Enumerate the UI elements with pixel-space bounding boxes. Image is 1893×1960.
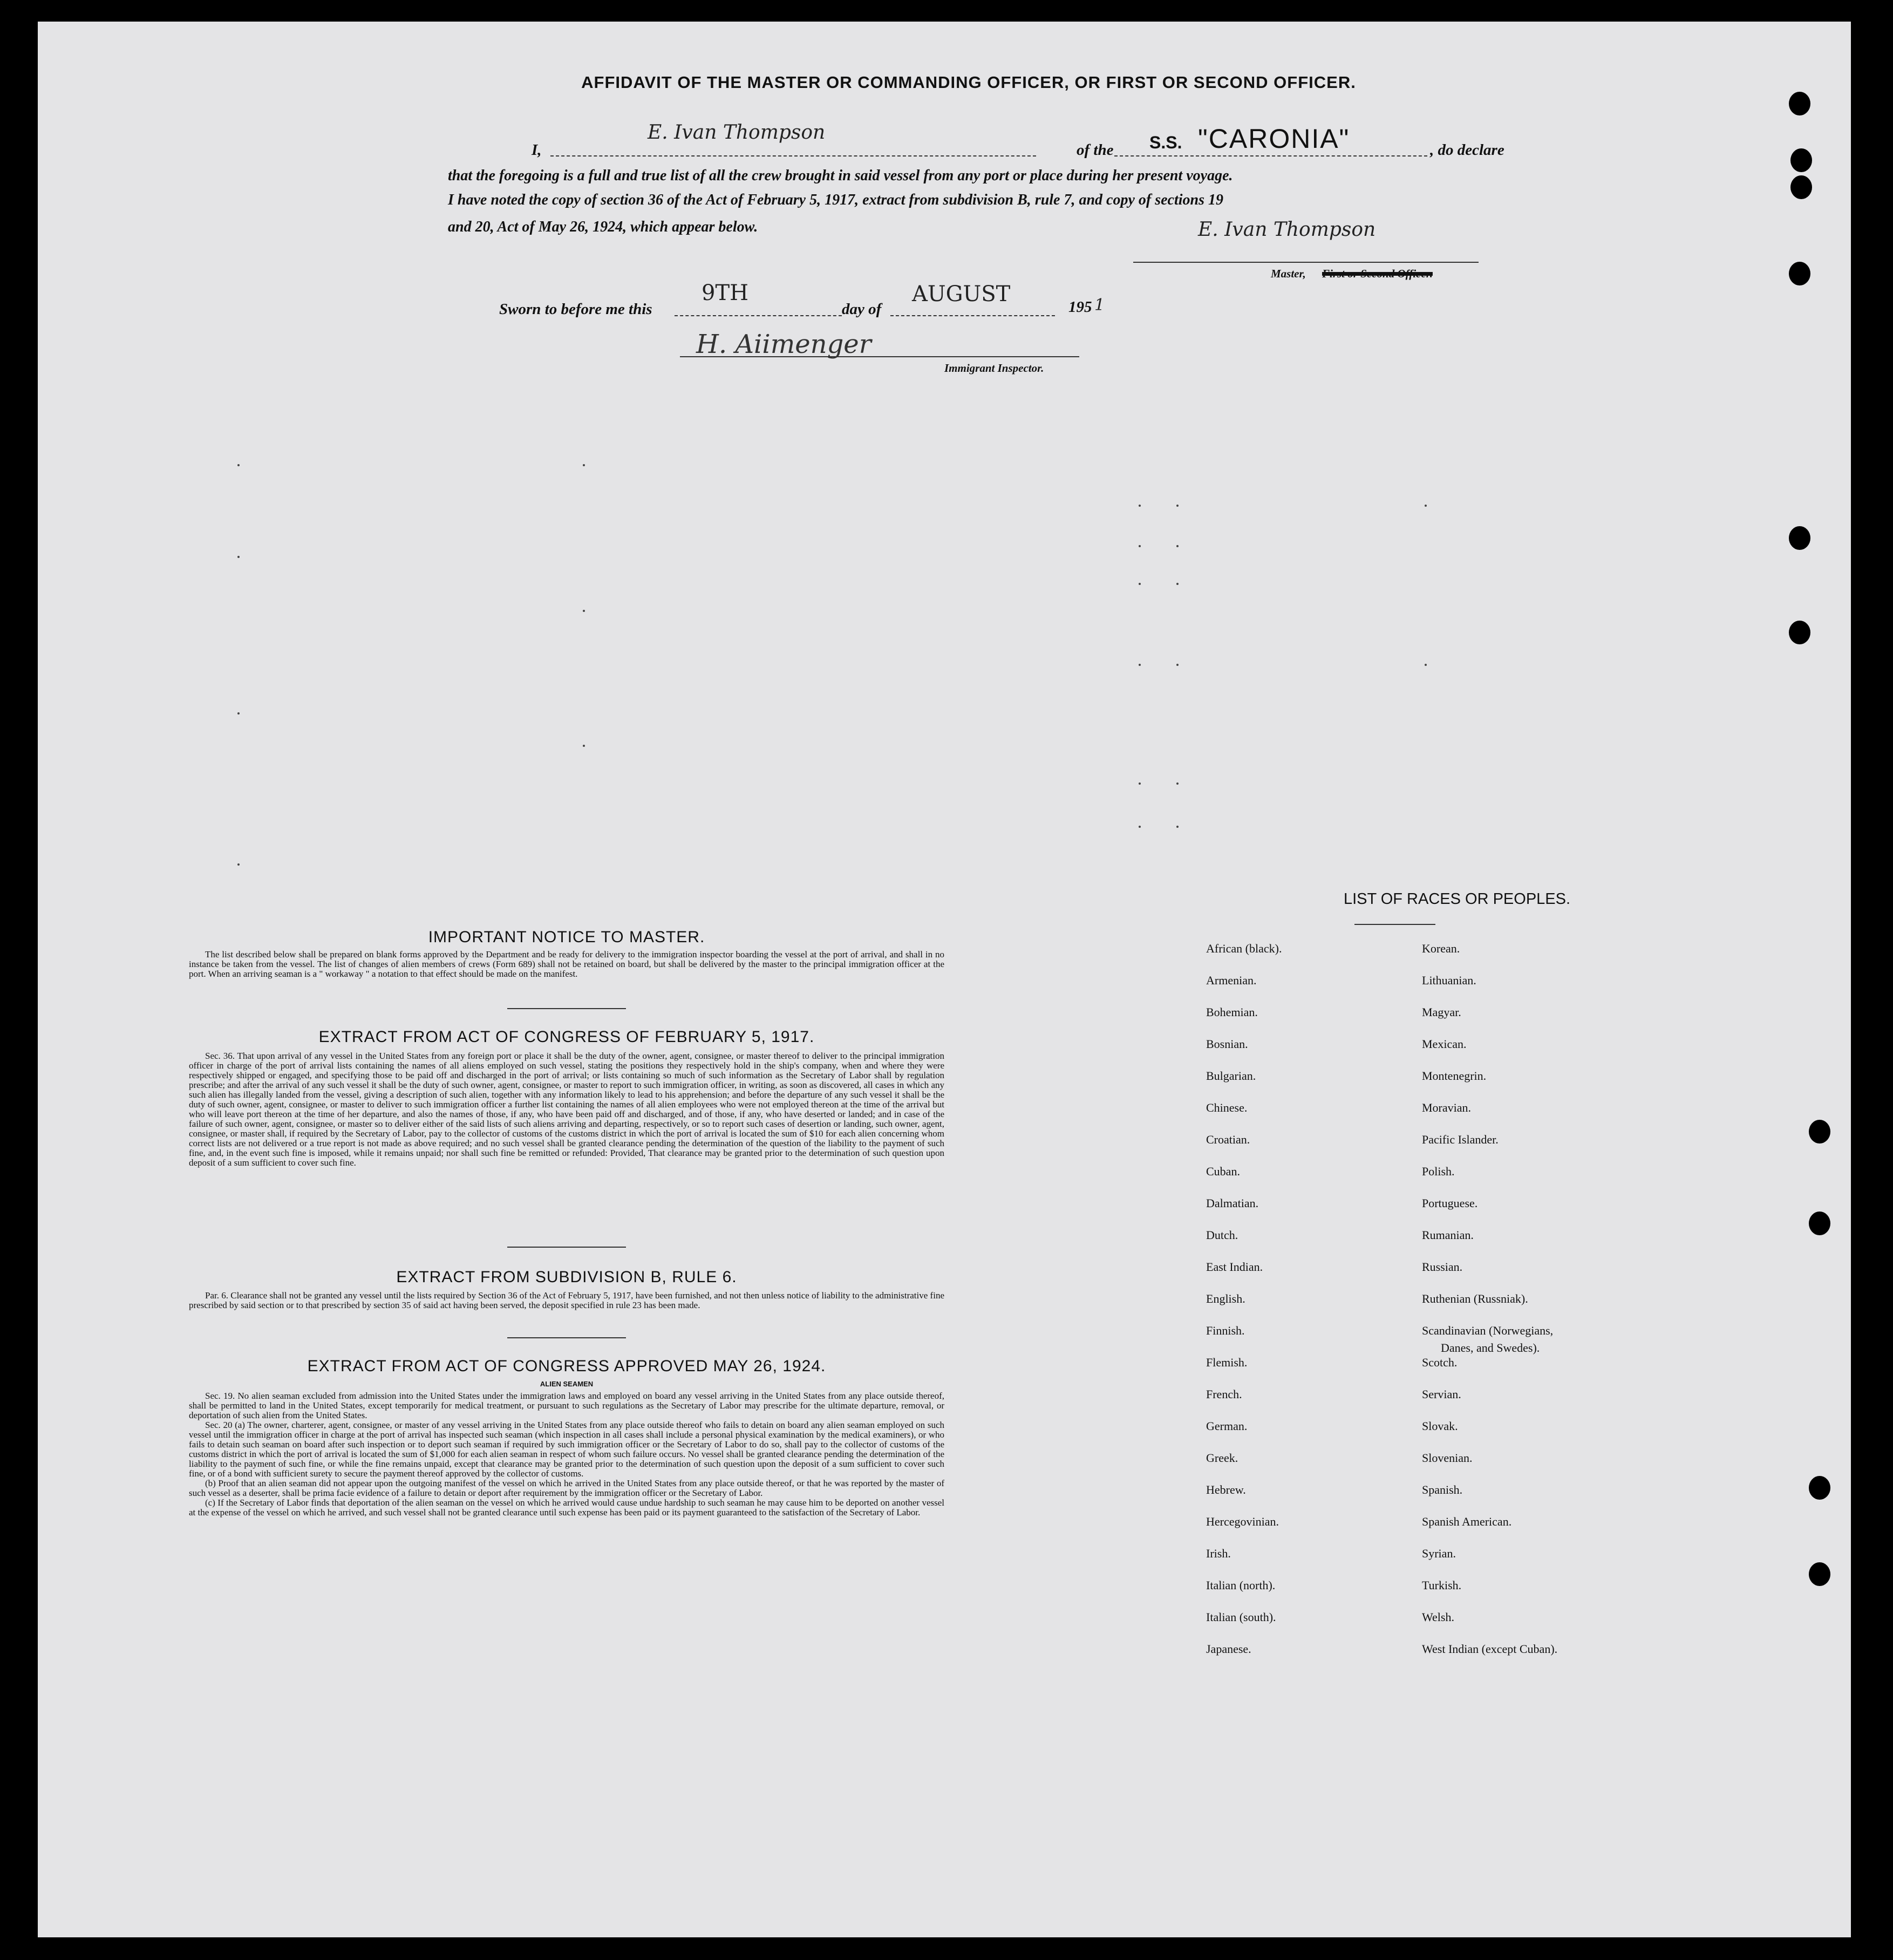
binder-hole bbox=[1809, 1476, 1830, 1500]
affidavit-line-3: and 20, Act of May 26, 1924, which appear below. bbox=[448, 219, 758, 235]
extract-rule6-title: EXTRACT FROM SUBDIVISION B, RULE 6. bbox=[396, 1268, 737, 1286]
race-item: Rumanian. bbox=[1422, 1228, 1474, 1242]
race-item: Dalmatian. bbox=[1206, 1196, 1259, 1210]
master-signature-line bbox=[1133, 262, 1479, 263]
race-item: Mexican. bbox=[1422, 1037, 1467, 1051]
race-item: Lithuanian. bbox=[1422, 974, 1476, 987]
race-item: Montenegrin. bbox=[1422, 1069, 1487, 1083]
day-of-label: day of bbox=[842, 301, 882, 318]
race-item: Bulgarian. bbox=[1206, 1069, 1256, 1083]
race-item: West Indian (except Cuban). bbox=[1422, 1642, 1558, 1656]
race-item: Irish. bbox=[1206, 1547, 1231, 1560]
race-item: Greek. bbox=[1206, 1451, 1238, 1465]
guide-dot bbox=[1139, 664, 1141, 666]
race-item: Welsh. bbox=[1422, 1610, 1454, 1624]
extract-1917-title: EXTRACT FROM ACT OF CONGRESS OF FEBRUARY 5, 1917. bbox=[318, 1028, 815, 1046]
guide-dot bbox=[1425, 505, 1427, 507]
race-item: Armenian. bbox=[1206, 974, 1257, 987]
race-item: Slovak. bbox=[1422, 1419, 1458, 1433]
inspector-label: Immigrant Inspector. bbox=[944, 362, 1044, 375]
month-value: AUGUST bbox=[912, 282, 1011, 307]
master-struck-label: First or Second Officer. bbox=[1322, 267, 1433, 280]
divider-2 bbox=[507, 1247, 626, 1248]
i-label: I, bbox=[532, 141, 542, 159]
vessel-prefix: S.S. bbox=[1149, 133, 1182, 152]
race-item: Syrian. bbox=[1422, 1547, 1456, 1560]
guide-dot bbox=[1425, 664, 1427, 666]
notice-text bbox=[189, 950, 944, 979]
binder-hole bbox=[1809, 1212, 1830, 1235]
affidavit-title: AFFIDAVIT OF THE MASTER OR COMMANDING OFFICER, OR FIRST OR SECOND OFFICER. bbox=[581, 73, 1356, 92]
race-item: Korean. bbox=[1422, 942, 1460, 955]
inspector-signature-handwritten: H. Aiimenger bbox=[696, 329, 871, 359]
inspector-signature-line bbox=[680, 356, 1079, 357]
extract-1917-text bbox=[189, 1051, 944, 1168]
race-scandinavian-cont: Danes, and Swedes). bbox=[1441, 1341, 1540, 1355]
sworn-label: Sworn to before me this bbox=[499, 301, 652, 318]
extract-1924-sec20b: (b) Proof that an alien seaman did not appear upon the outgoing manifest of the vessel on which he arrived in the United States from any place outside thereof, or that he was reported by the master of such vessel as a deserter, shall be prima facie evidence of a failure to detain or deport after requirement by the immigration officer or the Secretary of Labor. bbox=[189, 1478, 944, 1498]
guide-dot bbox=[237, 464, 240, 466]
affidavit-line-2: I have noted the copy of section 36 of the Act of February 5, 1917, extract from subdivision B, rule 7, and copy of sections 19 bbox=[448, 192, 1224, 208]
notice-paragraph: The list described below shall be prepared on blank forms approved by the Department and be ready for delivery to the immigration inspector boarding the vessel at the port of arrival, and shall in no instance be taken from the vessel. The list of changes of alien members of crews (Form 689) shall not be retained on board, but shall be delivered by the master to the principal immigration officer at the port. When an arriving seaman is a " workaway " a notation to that effect should be made on the manifest. bbox=[189, 949, 944, 979]
race-item: Finnish. bbox=[1206, 1324, 1245, 1337]
guide-dot bbox=[583, 745, 585, 747]
races-title-underline bbox=[1354, 924, 1435, 925]
binder-hole bbox=[1809, 1120, 1830, 1144]
race-item: Japanese. bbox=[1206, 1642, 1251, 1656]
of-the-label: of the bbox=[1077, 141, 1114, 159]
race-item: Spanish. bbox=[1422, 1483, 1463, 1496]
race-item: Magyar. bbox=[1422, 1005, 1461, 1019]
guide-dot bbox=[1139, 505, 1141, 507]
do-declare-label: , do declare bbox=[1430, 141, 1504, 159]
binder-hole bbox=[1789, 621, 1810, 644]
binder-hole bbox=[1789, 262, 1810, 285]
extract-1924-sec20a: Sec. 20 (a) The owner, charterer, agent, consignee, or master of any vessel arriving in the United States from any place outside thereof who fails to detain on board any alien seaman employed on such vessel until the immigration officer in charge at the port of arrival has inspected such seaman (which inspection in all cases shall include a personal physical examination by the medical examiners), or who fails to detain such seaman on board after such inspection or to deport such seaman if required by such immigration officer or the Secretary of Labor to do so, shall pay to the collector of customs of the customs district in which the port of arrival is located the sum of $1,000 for each alien seaman in respect of whom such failure occurs. No vessel shall be granted clearance pending the determination of the liability to the payment of such fine, or while the fine remains unpaid, except that clearance may be granted prior to the determination of such question upon the deposit of a sum sufficient to cover such fine, or of a bond with sufficient surety to secure the payment thereof approved by the collector of customs. bbox=[189, 1420, 944, 1479]
race-item: Pacific Islander. bbox=[1422, 1133, 1499, 1146]
extract-rule6-text bbox=[189, 1291, 944, 1310]
binder-hole bbox=[1790, 175, 1812, 199]
guide-dot bbox=[1139, 583, 1141, 585]
race-item: English. bbox=[1206, 1292, 1245, 1305]
year-prefix: 195 bbox=[1068, 298, 1092, 316]
race-item: French. bbox=[1206, 1387, 1242, 1401]
races-title: LIST OF RACES OR PEOPLES. bbox=[1343, 890, 1571, 908]
race-item: Spanish American. bbox=[1422, 1515, 1512, 1528]
race-item: Dutch. bbox=[1206, 1228, 1238, 1242]
race-item: Slovenian. bbox=[1422, 1451, 1473, 1465]
race-item: Moravian. bbox=[1422, 1101, 1472, 1114]
guide-dot bbox=[1176, 826, 1179, 828]
race-item: African (black). bbox=[1206, 942, 1282, 955]
day-value: 9TH bbox=[702, 281, 749, 305]
binder-hole bbox=[1790, 148, 1812, 172]
race-item: Croatian. bbox=[1206, 1133, 1250, 1146]
divider-3 bbox=[507, 1337, 626, 1338]
race-item: Turkish. bbox=[1422, 1578, 1462, 1592]
guide-dot bbox=[1176, 583, 1179, 585]
vessel-name: "CARONIA" bbox=[1198, 124, 1350, 154]
year-suffix: 1 bbox=[1094, 296, 1105, 315]
affidavit-line-1: that the foregoing is a full and true list of all the crew brought in said vessel from any port or place during her present voyage. bbox=[448, 167, 1233, 184]
race-item: Cuban. bbox=[1206, 1165, 1240, 1178]
master-label: Master, bbox=[1271, 267, 1306, 280]
race-item: Flemish. bbox=[1206, 1356, 1248, 1369]
guide-dot bbox=[237, 863, 240, 866]
extract-1924-title: EXTRACT FROM ACT OF CONGRESS APPROVED MAY 26, 1924. bbox=[307, 1357, 826, 1375]
race-item: Hercegovinian. bbox=[1206, 1515, 1279, 1528]
day-line bbox=[675, 297, 842, 316]
guide-dot bbox=[1176, 505, 1179, 507]
extract-1924-subtitle: ALIEN SEAMEN bbox=[540, 1380, 594, 1388]
race-item: Servian. bbox=[1422, 1387, 1461, 1401]
race-item: Russian. bbox=[1422, 1260, 1463, 1274]
guide-dot bbox=[237, 712, 240, 714]
extract-rule6-paragraph: Par. 6. Clearance shall not be granted any vessel until the lists required by Section 36 of the Act of February 5, 1917, have been furnished, and not then unless notice of liability to the administrative fine prescribed by said section or to that prescribed by section 35 of said act having been served, the deposit specified in rule 23 has been made. bbox=[189, 1290, 944, 1310]
guide-dot bbox=[237, 556, 240, 558]
race-item: Portuguese. bbox=[1422, 1196, 1478, 1210]
extract-1924-sec19: Sec. 19. No alien seaman excluded from admission into the United States under the immigration laws and employed on board any vessel arriving in the United States from any place outside thereof, shall be permitted to land in the United States, except temporarily for medical treatment, or pursuant to such regulations as the Secretary of Labor may prescribe for the ultimate departure, removal, or deportation of such alien from the United States. bbox=[189, 1391, 944, 1420]
race-item: Ruthenian (Russniak). bbox=[1422, 1292, 1528, 1305]
binder-hole bbox=[1789, 92, 1810, 115]
race-item: Bohemian. bbox=[1206, 1005, 1258, 1019]
binder-hole bbox=[1789, 526, 1810, 550]
guide-dot bbox=[1176, 782, 1179, 785]
guide-dot bbox=[583, 610, 585, 612]
race-item: Italian (north). bbox=[1206, 1578, 1276, 1592]
race-item: Bosnian. bbox=[1206, 1037, 1248, 1051]
extract-1924-sec20c: (c) If the Secretary of Labor finds that deportation of the alien seaman on the vessel on which he arrived would cause undue hardship to such seaman he may cause him to be deported on another vessel at the expense of the vessel on which he arrived, and such vessel shall not be granted clearance until such expense has been paid or its payment guaranteed to the satisfaction of the Secretary of Labor. bbox=[189, 1498, 944, 1517]
race-item: Scotch. bbox=[1422, 1356, 1458, 1369]
guide-dot bbox=[1139, 545, 1141, 547]
guide-dot bbox=[1139, 826, 1141, 828]
race-item: Hebrew. bbox=[1206, 1483, 1246, 1496]
signer-name-handwritten: E. Ivan Thompson bbox=[648, 121, 826, 144]
race-item: Polish. bbox=[1422, 1165, 1455, 1178]
extract-1924-text bbox=[189, 1391, 944, 1517]
guide-dot bbox=[1139, 782, 1141, 785]
race-item: Italian (south). bbox=[1206, 1610, 1276, 1624]
race-item: East Indian. bbox=[1206, 1260, 1263, 1274]
guide-dot bbox=[1176, 545, 1179, 547]
race-item: Chinese. bbox=[1206, 1101, 1248, 1114]
guide-dot bbox=[1176, 664, 1179, 666]
race-item: German. bbox=[1206, 1419, 1248, 1433]
guide-dot bbox=[583, 464, 585, 466]
notice-title: IMPORTANT NOTICE TO MASTER. bbox=[428, 928, 705, 946]
extract-1917-paragraph: Sec. 36. That upon arrival of any vessel in the United States from any foreign port or place it shall be the duty of the owner, agent, consignee, or master thereof to deliver to the principal immigration officer in charge of the port of arrival lists containing the names of all aliens employed on such vessel, stating the positions they respectively hold in the ship's company, when and where they were respectively shipped or engaged, and specifying those to be paid off and discharged in the port of arrival; or lists containing so much of such information as the Secretary of Labor shall by regulation prescribe; and after the arrival of any such vessel it shall be the duty of such owner, agent, consignee, or master to report to such immigration officer, in writing, as soon as discovered, all cases in which any such alien has illegally landed from the vessel, giving a description of such alien, together with any information likely to lead to his apprehension; and before the departure of any such vessel it shall be the duty of such owner, agent, consignee, or master to deliver to such immigration officer a further list containing the names of all alien employees who were not employed thereon at the time of the arrival but who will leave port thereon at the time of her departure, and also the names of those, if any, who have been paid off and discharged, and of those, if any, who have deserted or landed; and in case of the failure of such owner, agent, consignee, or master so to deliver either of the said lists of such aliens arriving and departing, respectively, or so to report such cases of desertion or landing, such owner, agent, consignee, or master shall, if required by the Secretary of Labor, pay to the collector of customs of the customs district in which the port of arrival is located the sum of $10 for each alien concerning whom correct lists are not delivered or a true report is not made as above required; and no such vessel shall be granted clearance pending the determination of the question of the liability to the payment of such fine, and, in the event such fine is imposed, while it remains unpaid; nor shall such fine be remitted or refunded: Provided, That clearance may be granted prior to the determination of such question upon deposit of a sum sufficient to cover such fine. bbox=[189, 1051, 944, 1168]
master-signature-handwritten: E. Ivan Thompson bbox=[1198, 219, 1376, 241]
race-item: Scandinavian (Norwegians, bbox=[1422, 1324, 1554, 1337]
divider-1 bbox=[507, 1008, 626, 1009]
binder-hole bbox=[1809, 1562, 1830, 1586]
